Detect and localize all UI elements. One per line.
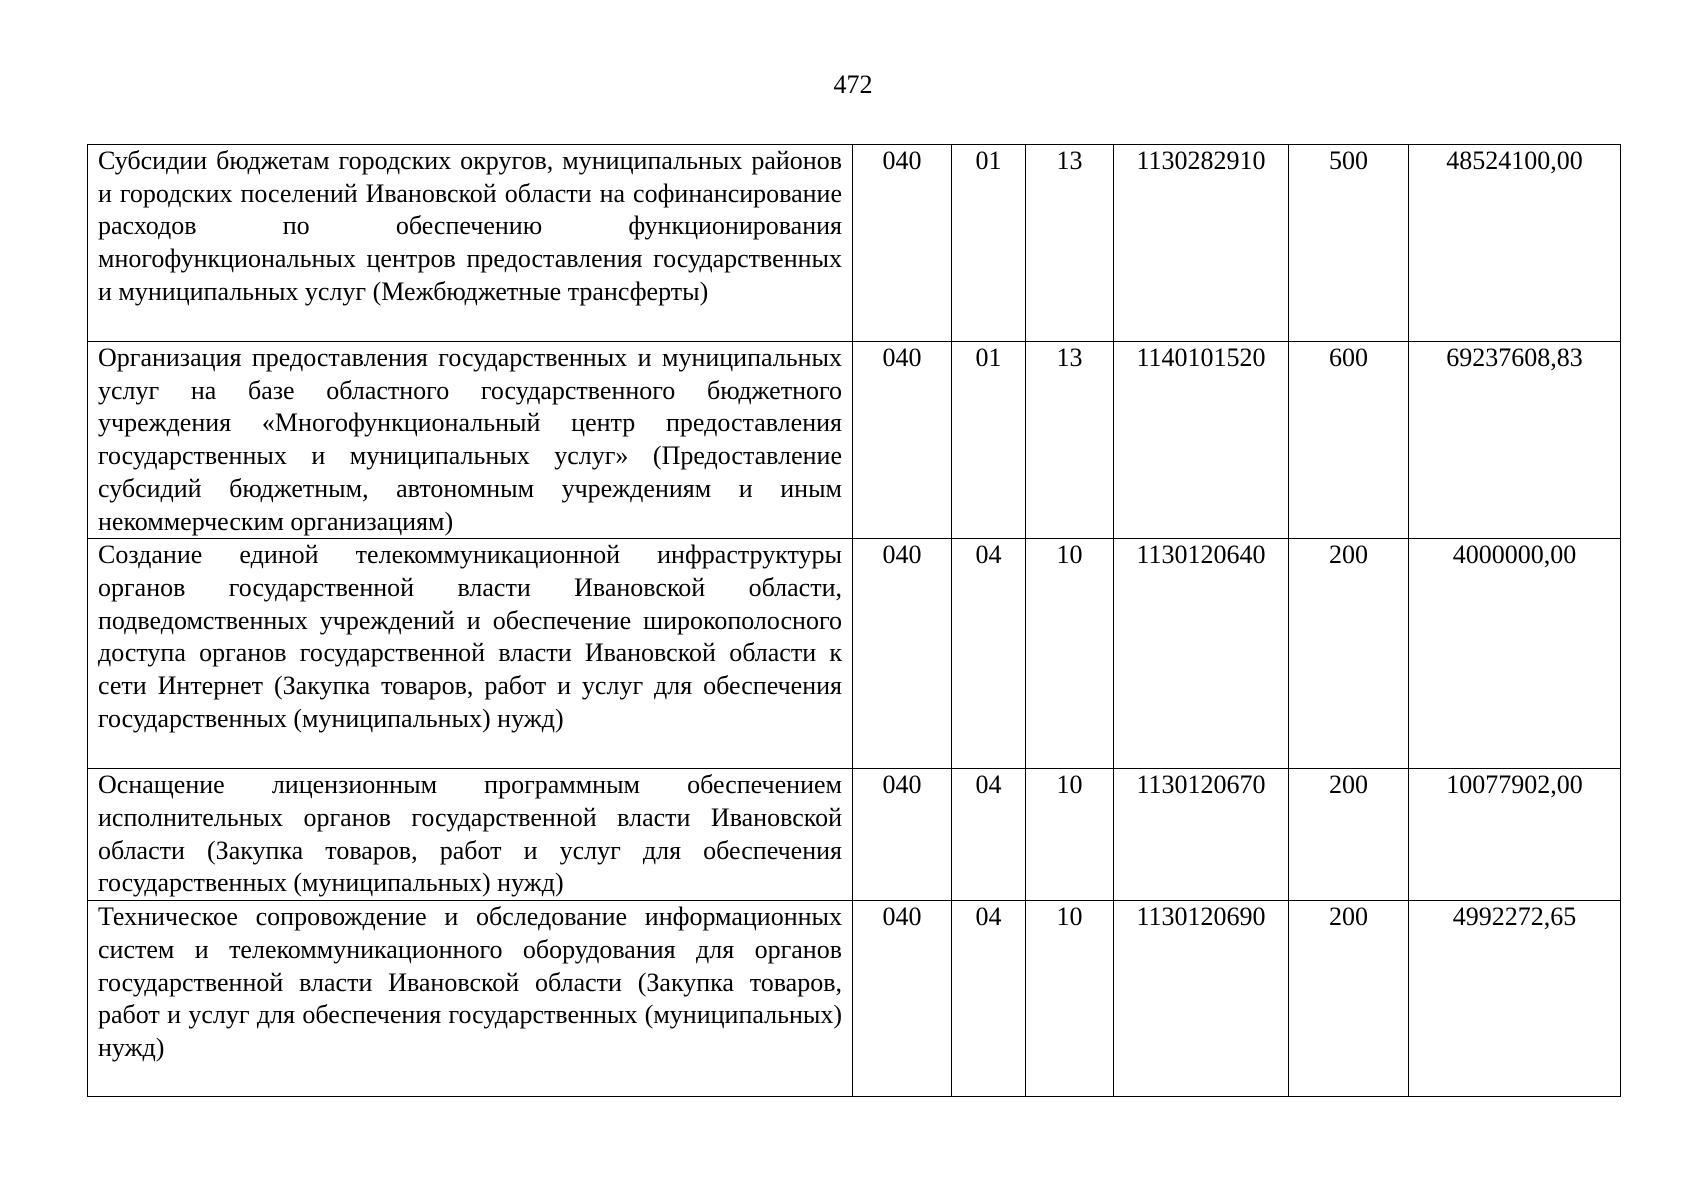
cell-target: 1130120670 (1114, 769, 1289, 901)
table-row (88, 342, 1621, 539)
cell-subsection: 10 (1026, 539, 1114, 769)
table-row (88, 901, 1621, 1097)
table-row (88, 769, 1621, 901)
cell-expense-type: 200 (1289, 539, 1409, 769)
cell-ministry: 040 (853, 539, 952, 769)
cell-subsection: 10 (1026, 901, 1114, 1097)
cell-expense-type: 200 (1289, 769, 1409, 901)
cell-subsection: 13 (1026, 145, 1114, 342)
cell-subsection: 10 (1026, 769, 1114, 901)
cell-ministry: 040 (853, 145, 952, 342)
cell-section: 04 (952, 769, 1026, 901)
cell-amount: 4992272,65 (1409, 901, 1621, 1097)
cell-description: Организация предоставления государственных и муниципальных услуг на базе областного государственного бюджетного учреждения «Многофункциональный центр предоставления государственных и муниципальных услуг» (Предоставление субсидий бюджетным, автономным учреждениям и иным некоммерческим организациям) (88, 342, 853, 539)
cell-section: 04 (952, 901, 1026, 1097)
cell-section: 04 (952, 539, 1026, 769)
cell-amount: 69237608,83 (1409, 342, 1621, 539)
cell-ministry: 040 (853, 901, 952, 1097)
cell-ministry: 040 (853, 342, 952, 539)
cell-target: 1130120690 (1114, 901, 1289, 1097)
cell-section: 01 (952, 145, 1026, 342)
cell-description: Оснащение лицензионным программным обеспечением исполнительных органов государственной власти Ивановской области (Закупка товаров, работ и услуг для обеспечения государственных (муниципальных) нужд) (88, 769, 853, 901)
page-number: 472 (833, 70, 873, 99)
cell-description: Субсидии бюджетам городских округов, муниципальных районов и городских поселений Ивановской области на софинансирование расходов по обеспечению функционирования многофункциональных центров предоставления государственных и муниципальных услуг (Межбюджетные трансферты) (88, 145, 853, 342)
cell-amount: 10077902,00 (1409, 769, 1621, 901)
cell-target: 1130282910 (1114, 145, 1289, 342)
cell-section: 01 (952, 342, 1026, 539)
cell-amount: 4000000,00 (1409, 539, 1621, 769)
cell-description: Техническое сопровождение и обследование информационных систем и телекоммуникационного оборудования для органов государственной власти Ивановской области (Закупка товаров, работ и услуг для обеспечения государственных (муниципальных) нужд) (88, 901, 853, 1097)
table-row (88, 539, 1621, 769)
cell-expense-type: 500 (1289, 145, 1409, 342)
cell-description: Создание единой телекоммуникационной инфраструктуры органов государственной власти Ивановской области, подведомственных учреждений и обеспечение широкополосного доступа органов государственной власти Ивановской области к сети Интернет (Закупка товаров, работ и услуг для обеспечения государственных (муниципальных) нужд) (88, 539, 853, 769)
cell-amount: 48524100,00 (1409, 145, 1621, 342)
cell-target: 1140101520 (1114, 342, 1289, 539)
cell-target: 1130120640 (1114, 539, 1289, 769)
table-row (88, 145, 1621, 342)
cell-expense-type: 600 (1289, 342, 1409, 539)
cell-ministry: 040 (853, 769, 952, 901)
budget-table (87, 144, 1621, 1097)
cell-subsection: 13 (1026, 342, 1114, 539)
cell-expense-type: 200 (1289, 901, 1409, 1097)
